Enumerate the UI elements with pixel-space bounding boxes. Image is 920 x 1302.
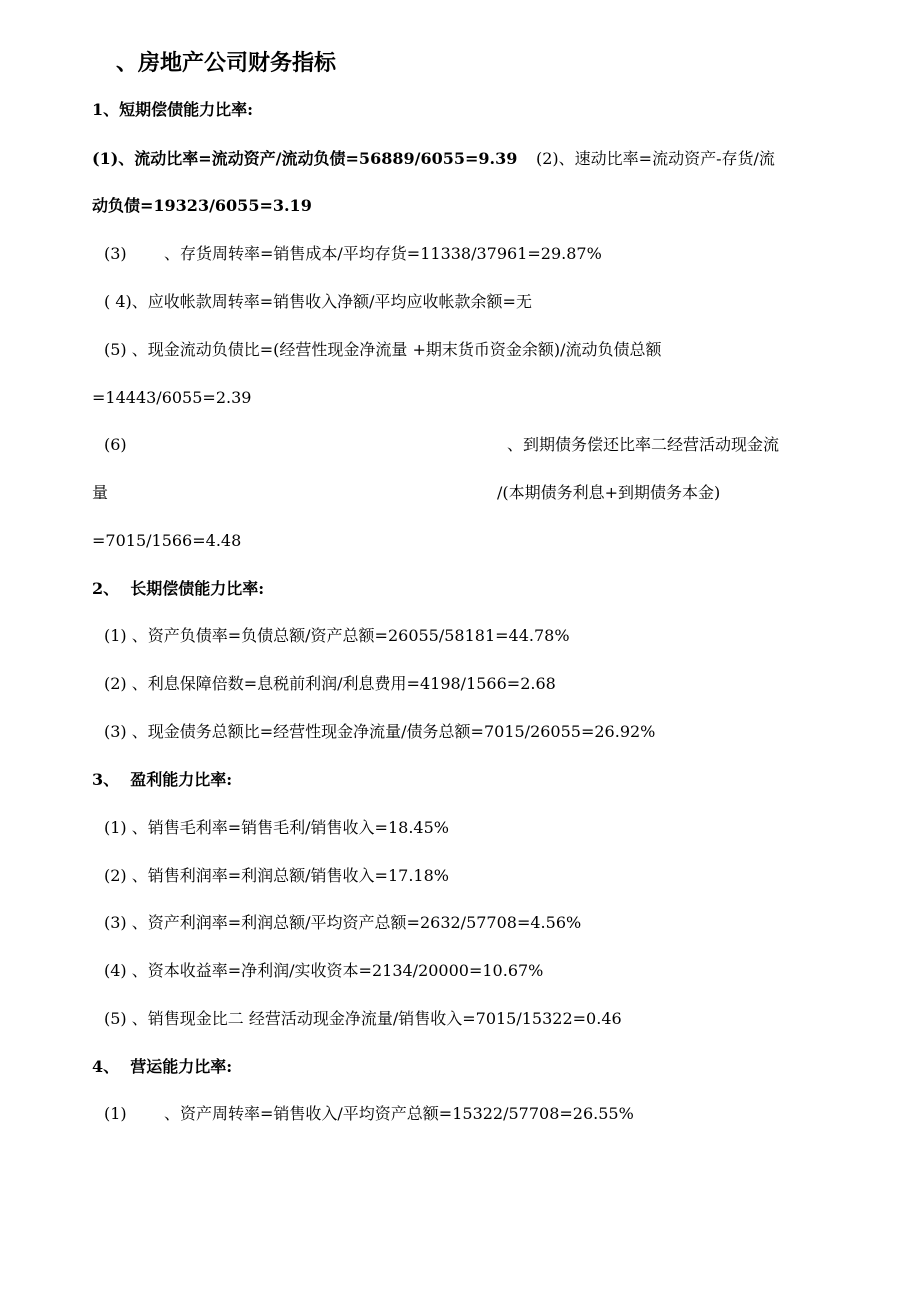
item-1-6-number: (6) [104, 435, 127, 454]
item-2-1-text: (1) 、资产负债率=负债总额/资产总额=26055/58181=44.78% [104, 626, 570, 645]
item-1-2-text: (2)、速动比率=流动资产-存货/流 [536, 149, 775, 168]
section-heading-1: 1、短期偿债能力比率: [92, 100, 254, 119]
section-heading-4: 4、 营运能力比率: [92, 1057, 233, 1076]
item-2-2-text: (2) 、利息保障倍数=息税前利润/利息费用=4198/1566=2.68 [104, 674, 556, 693]
item-3-5-text: (5) 、销售现金比二 经营活动现金净流量/销售收入=7015/15322=0.46 [104, 1009, 622, 1028]
page-title: 、房地产公司财务指标 [116, 50, 337, 76]
item-4-1-text: 、资产周转率=销售收入/平均资产总额=15322/57708=26.55% [164, 1104, 634, 1123]
item-1-1-text: (1)、流动比率=流动资产/流动负债=56889/6055=9.39 [92, 149, 518, 168]
item-1-6-continuation-b: /(本期债务利息+到期债务本金) [497, 483, 721, 502]
item-3-3-text: (3) 、资产利润率=利润总额/平均资产总额=2632/57708=4.56% [104, 913, 582, 932]
item-1-3-text: 、存货周转率=销售成本/平均存货=11338/37961=29.87% [164, 244, 602, 263]
item-1-5-continuation: =14443/6055=2.39 [92, 388, 252, 407]
section-heading-2: 2、 长期偿债能力比率: [92, 579, 265, 598]
item-1-2-continuation: 动负债=19323/6055=3.19 [92, 196, 312, 215]
item-1-6-result: =7015/1566=4.48 [92, 531, 242, 550]
item-3-2-text: (2) 、销售利润率=利润总额/销售收入=17.18% [104, 866, 449, 885]
item-1-6-text: 、到期债务偿还比率二经营活动现金流 [507, 435, 780, 454]
item-1-5-text: (5) 、现金流动负债比=(经营性现金净流量 +期末货币资金余额)/流动负债总额 [104, 340, 662, 359]
item-4-1-number: (1) [104, 1104, 127, 1123]
item-1-6-continuation-a: 量 [92, 483, 109, 502]
item-3-1-text: (1) 、销售毛利率=销售毛利/销售收入=18.45% [104, 818, 449, 837]
section-heading-3: 3、 盈利能力比率: [92, 770, 233, 789]
item-2-3-text: (3) 、现金债务总额比=经营性现金净流量/债务总额=7015/26055=26.92% [104, 722, 656, 741]
item-1-3-number: (3) [104, 244, 127, 263]
item-3-4-text: (4) 、资本收益率=净利润/实收资本=2134/20000=10.67% [104, 961, 544, 980]
item-1-4-text: ( 4)、应收帐款周转率=销售收入净额/平均应收帐款余额=无 [104, 292, 532, 311]
